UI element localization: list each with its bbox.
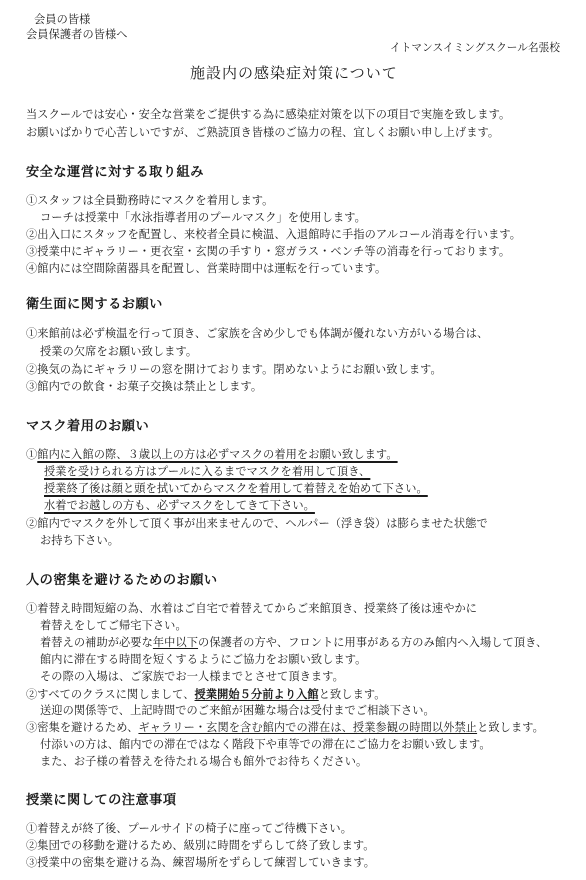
class-note-3: ③授業中の密集を避ける為、練習場所をずらして練習していきます。 — [26, 856, 376, 869]
section-heading-crowding: 人の密集を避けるためのお願い — [26, 573, 218, 588]
section-heading-mask: マスク着用のお願い — [26, 419, 150, 434]
mask-item-1-line-3: 授業終了後は顔と頭を拭いてからマスクを着用して着替えを始めて下さい。 — [44, 482, 428, 495]
intro-line-2: お願いばかりで心苦しいですが、ご熟読頂き皆様のご協力の程、宜しくお願い申し上げます。 — [26, 126, 500, 139]
crowding-item-3-line-3: また、お子様の着替えを待たれる場合も館外でお待ちください。 — [40, 755, 368, 768]
hygiene-item-1: ①来館前は必ず検温を行って頂き、ご家族を含め少しでも体調が優れない方がいる場合は、 — [26, 327, 489, 340]
safety-item-3: ③授業中にギャラリー・更衣室・玄関の手すり・窓ガラス・ベンチ等の消毒を行っております。 — [26, 245, 511, 258]
crowding-item-2-highlight: 授業開始５分前より入館 — [194, 687, 319, 701]
crowding-item-2-line-2: 送迎の関係等で、上記時間でのご来館が困難な場合は受付までご相談下さい。 — [40, 704, 435, 717]
intro-line-1: 当スクールでは安心・安全な営業をご提供する為に感染症対策を以下の項目で実施を致します。 — [26, 108, 511, 121]
crowding-item-3-post: と致します。 — [477, 721, 544, 734]
crowding-line-3-highlight: 年中以下 — [152, 636, 199, 649]
mask-item-1-number: ① — [26, 448, 38, 461]
section-heading-hygiene: 衛生面に関するお願い — [26, 297, 163, 312]
crowding-item-2-pre: ②すべてのクラスに関しまして、 — [26, 688, 195, 701]
mask-item-1-line-2: 授業を受けられる方はプールに入るまでマスクを着用して頂き、 — [44, 465, 371, 478]
class-note-1: ①着替えが終了後、プールサイドの椅子に座ってご待機下さい。 — [26, 822, 352, 835]
crowding-line-3-pre: 着替えの補助が必要な — [40, 636, 153, 649]
safety-item-1: ①スタッフは全員勤務時にマスクを着用します。 — [26, 194, 274, 207]
crowding-item-2 — [26, 687, 386, 702]
salutation-members: 会員の皆様 — [34, 13, 91, 26]
mask-item-2-cont: お持ち下さい。 — [40, 534, 120, 547]
class-note-2: ②集団での移動を避けるため、級別に時間をずらして終了致します。 — [26, 839, 375, 852]
crowding-item-3-line-2: 付添いの方は、館内での滞在ではなく階段下や車等での滞在にご協力をお願い致します。 — [40, 738, 491, 751]
crowding-item-3-pre: ③密集を避けるため、 — [26, 721, 139, 734]
mask-item-2: ②館内でマスクを外して頂く事が出来ませんので、ヘルパー（浮き袋）は膨らませた状態で — [26, 517, 488, 530]
hygiene-item-2: ②換気の為にギャラリーの窓を開けております。閉めないようにお願い致します。 — [26, 363, 442, 376]
salutation-guardians: 会員保護者の皆様へ — [26, 28, 128, 41]
mask-item-1-line-4: 水着でお越しの方も、必ずマスクをしてきて下さい。 — [44, 499, 315, 512]
safety-item-4: ④館内には空間除菌器具を配置し、営業時間中は運転を行っています。 — [26, 262, 387, 275]
section-heading-class-notes: 授業に関しての注意事項 — [26, 793, 177, 808]
crowding-item-1: ①着替え時間短縮の為、水着はご自宅で着替えてからご来館頂き、授業終了後は速やかに — [26, 602, 478, 615]
safety-item-1-note: コーチは授業中「水泳指導者用のプールマスク」を使用します。 — [40, 211, 366, 224]
document-title: 施設内の感染症対策について — [190, 64, 398, 82]
crowding-item-3 — [26, 721, 544, 735]
school-name: イトマンスイミングスクール名張校 — [390, 42, 561, 54]
hygiene-item-1-cont: 授業の欠席をお願い致します。 — [40, 345, 198, 358]
crowding-item-1-line-3 — [40, 636, 547, 650]
section-heading-safety: 安全な運営に対する取り組み — [26, 165, 204, 180]
crowding-item-3-highlight: ギャラリー・玄関を含む館内での滞在は、授業参観の時間以外禁止 — [138, 721, 478, 734]
mask-item-1-text: 館内に入館の際、３歳以上の方は必ずマスクの着用をお願い致します。 — [37, 448, 398, 461]
crowding-item-1-line-2: 着替えをしてご帰宅下さい。 — [40, 619, 187, 632]
crowding-line-3-post: の保護者の方や、フロントに用事がある方のみ館内へ入場して頂き、 — [198, 636, 548, 649]
crowding-item-1-line-5: その際の入場は、ご家族でお一人様までとさせて頂きます。 — [40, 670, 344, 683]
mask-item-1 — [26, 448, 398, 462]
safety-item-2: ②出入口にスタッフを配置し、来校者全員に検温、入退館時に手指のアルコール消毒を行います。 — [26, 228, 522, 241]
hygiene-item-3: ③館内での飲食・お菓子交換は禁止とします。 — [26, 380, 263, 393]
crowding-item-2-post: と致します。 — [318, 688, 386, 701]
crowding-item-1-line-4: 館内に滞在する時間を短くするようにご協力をお願い致します。 — [40, 653, 367, 666]
